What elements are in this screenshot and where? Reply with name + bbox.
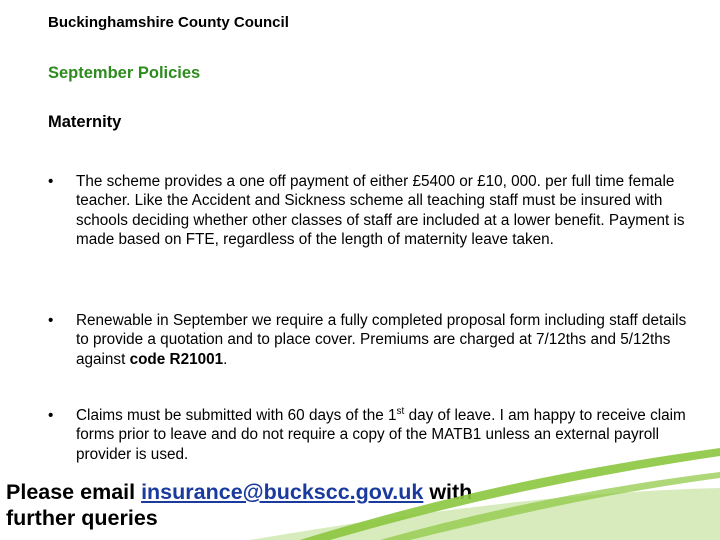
footer-line2: further queries (6, 506, 158, 530)
page-subtitle: September Policies (48, 64, 201, 82)
bullet-text-part: Renewable in September we require a fully completed proposal form including staff details to provide a quotation and to place cover. Premiums are charged at 7/12ths and 5/12ths against (76, 312, 687, 368)
footer-prefix: Please email (6, 480, 142, 504)
bullet-icon: • (48, 312, 54, 329)
footer-suffix: with (423, 480, 473, 504)
bullet-text-part: Claims must be submitted with 60 days of the 1 (76, 407, 397, 424)
ordinal-superscript: st (396, 405, 405, 417)
bullet-icon: • (48, 173, 54, 190)
bullet-text-part: . (223, 350, 228, 368)
bullet-text-part: day of leave. I am happy to receive claim forms prior to leave and do not require a copy of the MATB1 unless an external payroll provider is used. (76, 407, 686, 463)
organisation-name: Buckinghamshire County Council (48, 14, 289, 31)
budget-code: code R21001 (129, 350, 224, 368)
section-heading: Maternity (48, 113, 122, 131)
bullet-text: The scheme provides a one off payment of either £5400 or £10, 000. per full time female teacher. Like the Accident and Sickness scheme all teaching staff must be insured with schools deciding whether other classes of staff are included at a lower benefit. Payment is made based on FTE, regardless of the length of maternity leave taken. (76, 173, 685, 249)
email-link[interactable]: insurance@buckscc.gov.uk (141, 480, 424, 504)
bullet-icon: • (48, 407, 54, 424)
